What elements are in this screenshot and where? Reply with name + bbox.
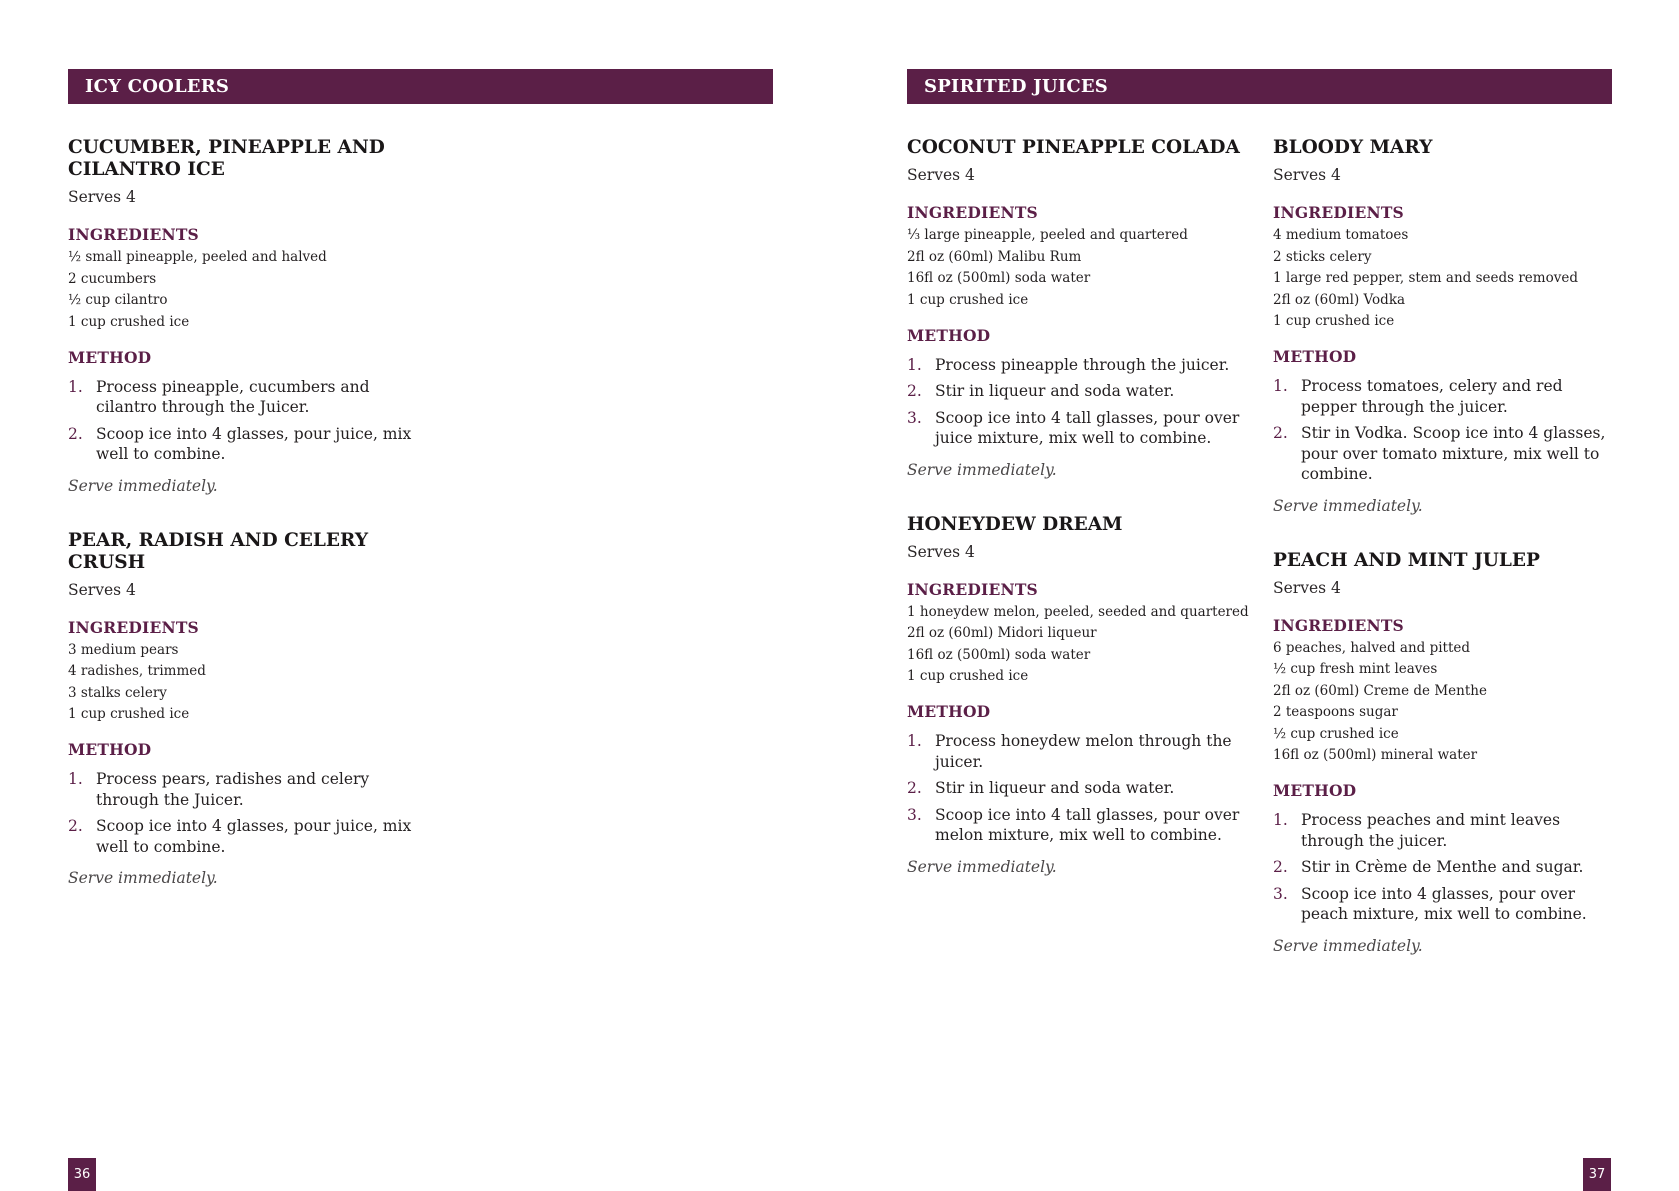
- step-text: Stir in Vodka. Scoop ice into 4 glasses, pour over tomato mixture, mix well to combine.: [1301, 424, 1606, 483]
- ingredients-list: [68, 642, 418, 723]
- method-heading: METHOD: [907, 325, 991, 345]
- ingredient-item: 16fl oz (500ml) mineral water: [1273, 747, 1478, 763]
- step-number: 2.: [68, 424, 83, 443]
- serves-text: Serves 4: [68, 188, 136, 206]
- method-steps: [68, 377, 418, 465]
- step-text: Process pineapple, cucumbers and cilantro through the Juicer.: [96, 377, 370, 416]
- recipe: [1273, 550, 1621, 956]
- recipe-title: COCONUT PINEAPPLE COLADA: [907, 137, 1240, 158]
- ingredient-item: 1 cup crushed ice: [907, 668, 1029, 684]
- step-number: 2.: [68, 817, 83, 835]
- ingredient-item: ⅓ large pineapple, peeled and quartered: [907, 227, 1188, 243]
- right-page: [840, 0, 1679, 1191]
- method-steps: [68, 769, 418, 857]
- ingredient-item: 4 radishes, trimmed: [68, 663, 206, 679]
- ingredient-item: 2 cucumbers: [68, 270, 157, 287]
- step-number: 2.: [1273, 424, 1288, 442]
- recipe-column: [1273, 137, 1621, 990]
- method-steps: [907, 731, 1252, 846]
- method-step: [68, 424, 418, 465]
- serve-note: Serve immediately.: [907, 857, 1057, 876]
- serve-note: Serve immediately.: [1273, 496, 1423, 515]
- ingredients-heading: INGREDIENTS: [1273, 203, 1404, 222]
- ingredient-item: 6 peaches, halved and pitted: [1273, 639, 1471, 656]
- step-text: Scoop ice into 4 glasses, pour juice, mix well to combine.: [96, 817, 412, 856]
- ingredient-item: 1 cup crushed ice: [68, 706, 190, 722]
- step-number: 1.: [907, 732, 922, 750]
- ingredients-list: [68, 249, 418, 330]
- ingredients-heading: INGREDIENTS: [1273, 615, 1404, 635]
- serve-note: Serve immediately.: [907, 460, 1057, 479]
- recipe-title: BLOODY MARY: [1273, 137, 1433, 158]
- ingredients-list: [907, 604, 1252, 685]
- recipe-title: PEACH AND MINT JULEP: [1273, 549, 1540, 571]
- ingredient-item: 1 large red pepper, stem and seeds removed: [1273, 270, 1578, 286]
- step-text: Scoop ice into 4 glasses, pour juice, mix well to combine.: [96, 424, 412, 463]
- ingredients-list: [1273, 227, 1621, 329]
- recipe: [68, 530, 418, 889]
- method-heading: METHOD: [1273, 781, 1357, 800]
- step-text: Scoop ice into 4 glasses, pour over peach mixture, mix well to combine.: [1301, 884, 1587, 923]
- step-number: 1.: [68, 770, 83, 788]
- ingredient-item: ½ cup cilantro: [68, 292, 168, 308]
- method-step: [1273, 857, 1621, 878]
- method-step: [907, 355, 1252, 376]
- ingredient-item: 3 medium pears: [68, 641, 179, 658]
- step-text: Process pears, radishes and celery through the Juicer.: [96, 770, 370, 809]
- method-steps: [1273, 376, 1621, 485]
- serves-text: Serves 4: [1273, 166, 1341, 184]
- step-number: 1.: [1273, 377, 1288, 395]
- ingredients-heading: INGREDIENTS: [907, 579, 1038, 599]
- ingredient-item: 1 cup crushed ice: [1273, 313, 1395, 329]
- method-step: [907, 381, 1252, 402]
- step-text: Process pineapple through the juicer.: [935, 355, 1230, 374]
- step-number: 1.: [1273, 811, 1288, 829]
- method-step: [1273, 810, 1621, 851]
- ingredient-item: 4 medium tomatoes: [1273, 227, 1409, 243]
- method-heading: METHOD: [68, 740, 152, 759]
- recipe: [68, 137, 418, 496]
- recipe-title: HONEYDEW DREAM: [907, 513, 1123, 535]
- method-steps: [1273, 810, 1621, 925]
- ingredient-item: 1 cup crushed ice: [68, 313, 190, 330]
- serves-text: Serves 4: [907, 166, 975, 184]
- recipe-column: [68, 137, 418, 922]
- step-number: 2.: [907, 382, 922, 400]
- ingredient-item: 2fl oz (60ml) Creme de Menthe: [1273, 682, 1487, 699]
- method-step: [907, 778, 1252, 799]
- ingredient-item: 1 cup crushed ice: [907, 291, 1029, 308]
- method-step: [68, 769, 418, 810]
- recipe: [907, 514, 1252, 877]
- recipe-column: [907, 137, 1252, 911]
- ingredients-list: [1273, 640, 1621, 764]
- method-step: [1273, 884, 1621, 925]
- method-step: [907, 805, 1252, 846]
- section-title-bar: ICY COOLERS: [68, 69, 773, 104]
- step-number: 3.: [907, 408, 922, 427]
- step-text: Stir in liqueur and soda water.: [935, 382, 1175, 400]
- ingredient-item: 2 sticks celery: [1273, 248, 1372, 265]
- ingredient-item: 2 teaspoons sugar: [1273, 704, 1398, 720]
- ingredient-item: 2fl oz (60ml) Vodka: [1273, 291, 1406, 308]
- step-text: Process peaches and mint leaves through the juicer.: [1301, 811, 1561, 850]
- serves-text: Serves 4: [1273, 578, 1341, 597]
- step-number: 1.: [907, 355, 922, 374]
- method-steps: [907, 355, 1252, 449]
- step-text: Scoop ice into 4 tall glasses, pour over juice mixture, mix well to combine.: [935, 408, 1240, 447]
- ingredients-heading: INGREDIENTS: [68, 225, 199, 244]
- section-title-bar: SPIRITED JUICES: [907, 69, 1612, 104]
- method-step: [68, 816, 418, 857]
- step-number: 2.: [907, 779, 922, 797]
- serves-text: Serves 4: [68, 580, 136, 599]
- ingredients-list: [907, 227, 1252, 308]
- ingredient-item: ½ small pineapple, peeled and halved: [68, 249, 327, 265]
- ingredient-item: ½ cup fresh mint leaves: [1273, 661, 1438, 677]
- method-heading: METHOD: [907, 702, 991, 721]
- step-text: Process honeydew melon through the juicer.: [935, 732, 1232, 771]
- method-step: [1273, 376, 1621, 417]
- method-step: [907, 408, 1252, 449]
- ingredient-item: 2fl oz (60ml) Midori liqueur: [907, 625, 1097, 641]
- ingredients-heading: INGREDIENTS: [907, 203, 1038, 222]
- serve-note: Serve immediately.: [68, 476, 218, 495]
- method-step: [907, 731, 1252, 772]
- ingredient-item: 1 honeydew melon, peeled, seeded and quartered: [907, 603, 1249, 620]
- method-heading: METHOD: [1273, 347, 1357, 366]
- ingredient-item: ½ cup crushed ice: [1273, 725, 1399, 742]
- page-number: 37: [1583, 1158, 1611, 1191]
- ingredient-item: 16fl oz (500ml) soda water: [907, 646, 1091, 663]
- serve-note: Serve immediately.: [1273, 936, 1423, 955]
- ingredients-heading: INGREDIENTS: [68, 617, 199, 637]
- method-step: [68, 377, 418, 418]
- ingredient-item: 2fl oz (60ml) Malibu Rum: [907, 248, 1082, 265]
- step-number: 3.: [1273, 884, 1288, 903]
- step-text: Stir in liqueur and soda water.: [935, 779, 1175, 797]
- ingredient-item: 3 stalks celery: [68, 684, 167, 701]
- recipe: [1273, 137, 1621, 516]
- serves-text: Serves 4: [907, 542, 975, 561]
- serve-note: Serve immediately.: [68, 869, 218, 887]
- step-number: 2.: [1273, 858, 1288, 876]
- method-step: [1273, 423, 1621, 485]
- recipe-title: CUCUMBER, PINEAPPLE AND CILANTRO ICE: [68, 137, 385, 180]
- step-text: Stir in Crème de Menthe and sugar.: [1301, 858, 1584, 876]
- step-text: Process tomatoes, celery and red pepper through the juicer.: [1301, 377, 1563, 416]
- page-number: 36: [68, 1158, 96, 1191]
- step-text: Scoop ice into 4 tall glasses, pour over melon mixture, mix well to combine.: [935, 805, 1240, 844]
- ingredient-item: 16fl oz (500ml) soda water: [907, 270, 1091, 286]
- step-number: 3.: [907, 805, 922, 824]
- recipe-title: PEAR, RADISH AND CELERY CRUSH: [68, 529, 369, 573]
- method-heading: METHOD: [68, 347, 152, 367]
- step-number: 1.: [68, 377, 83, 396]
- recipe: [907, 137, 1252, 480]
